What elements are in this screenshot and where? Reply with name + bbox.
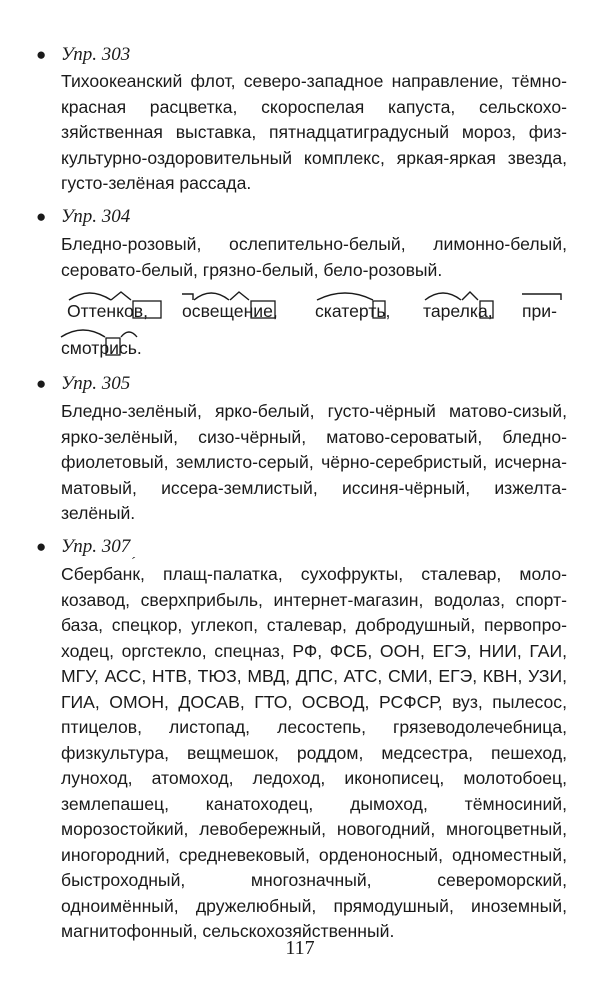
morpheme-analysis-line-2 xyxy=(61,333,567,363)
page-number: 117 xyxy=(285,937,315,959)
morpheme-word: освещение, xyxy=(182,301,278,321)
morpheme-analysis-line-1 xyxy=(61,296,567,326)
exercise-heading-303: ● Упр. 303 xyxy=(36,44,131,65)
exercise-text-307: Сбербанк, плащ-палатка, сухофрукты, сталевар, молокозавод, сверхприбыль, интернет-магазин, водолаз, спортбаза, спецкор, углекоп, сталевар, добродушный, первопроходец, оргстекло, спецназ, РФ, ФСБ, ООН, ЕГЭ, НИИ, ГАИ, МГУ, АСС, НТВ, ТЮЗ, МВД, ДПС, АТС, СМИ, ЕГЭ, КВН, УЗИ, ГИА, ОМОН, ДОСАВ, ГТО, ОСВОД, РСФСР, вуз, пылесос, птицелов, листопад, лесостепь, грязеводолечебница, физкультура, вещмешок, роддом, медсестра, пешеход, луноход, атомоход, ледоход, иконописец, молотобоец, землепашец, канатоходец, дымоход, тёмносиний, морозостойкий, левобережный, новогодний, многоцветный, иногородний, средневековый, орденоносный, одноместный, быстроходный, многозначный, североморский, одноимённый, дружелюбный, прямодушный, иноземный, магнитофонный, сельскохозяйственный. xyxy=(61,564,567,941)
morpheme-word: тарелка, xyxy=(423,301,493,321)
morpheme-word: скатерть, xyxy=(315,301,391,321)
exercise-text-303: Тихоокеанский флот, северо-западное направление, тёмно-красная расцветка, скороспелая капуста, сельскохозяйственная выставка, пятнадцатиградусный мороз, физкультурно-оздоровительный комплекс, яркая-яркая звезда, густо-зелёная рассада. xyxy=(61,71,567,193)
bullet-icon: ● xyxy=(36,207,47,226)
exercise-text-304: Бледно-розовый, ослепительно-белый, лимонно-белый, серовато-белый, грязно-белый, бело-розовый. xyxy=(61,234,567,280)
bullet-icon: ● xyxy=(36,374,47,393)
morpheme-word: при- xyxy=(522,301,557,321)
exercise-heading-305: ● Упр. 305 xyxy=(36,373,131,394)
exercise-heading-307: ● Упр. $307_ˏ$ xyxy=(36,536,136,560)
exercise-text-305: Бледно-зелёный, ярко-белый, густо-чёрный матово-сизый, ярко-зелёный, сизо-чёрный, матово-сероватый, бледно-фиолетовый, землисто-серый, чёрно-серебристый, исчерна-матовый, иссера-землистый, иссиня-чёрный, изжелта-зелёный. xyxy=(61,401,567,523)
bullet-icon: ● xyxy=(36,537,47,556)
morpheme-word: Оттенков, xyxy=(67,301,149,321)
hook-mark-icon: ˏ xyxy=(131,545,136,560)
morpheme-word: смотрись. xyxy=(61,338,142,358)
exercise-heading-304: ● Упр. 304 xyxy=(36,206,131,227)
bullet-icon: ● xyxy=(36,45,47,64)
